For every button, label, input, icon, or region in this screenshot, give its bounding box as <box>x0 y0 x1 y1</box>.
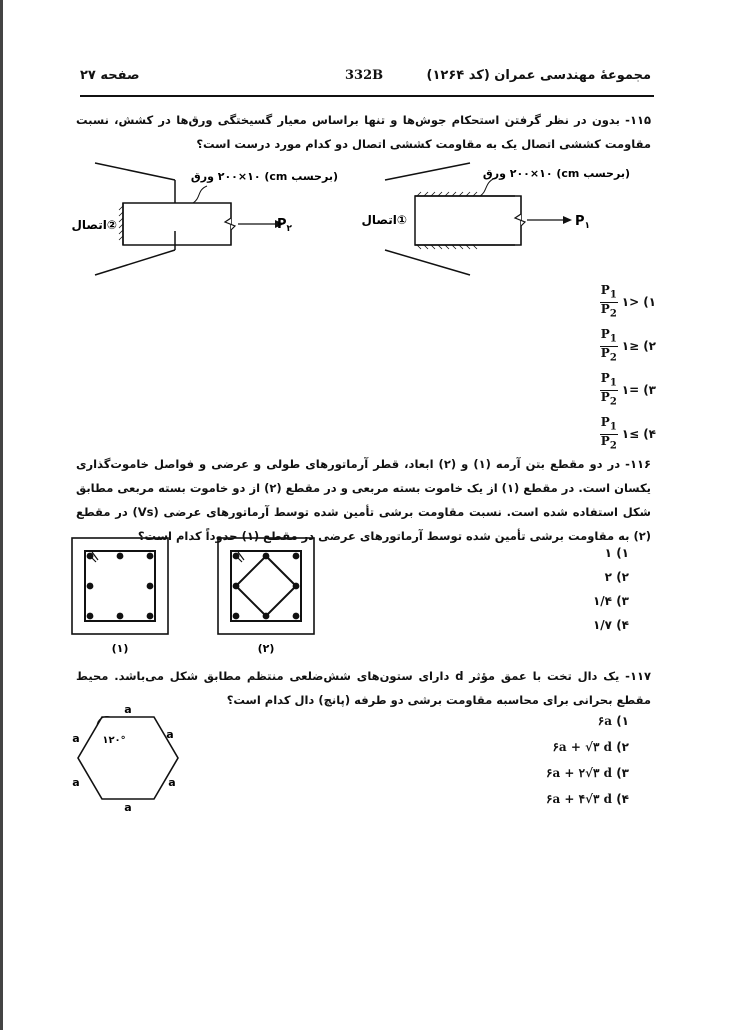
option-number: ۱) <box>643 295 656 309</box>
q115-option-2[interactable] <box>576 324 656 368</box>
question-text: بدون در نظر گرفتن استحکام جوش‌ها و تنها براساس معیار گسیختگی ورق‌ها در کشش، نسبت مقاومت کششی اتصال یک به مقاومت کششی اتصال دو کدام مورد درست است؟ <box>76 113 651 151</box>
q115-options <box>576 280 656 456</box>
hexagon-figure <box>70 702 190 814</box>
ratio-fraction: $\frac{P_1}{P_2}$ <box>600 371 617 407</box>
question-number: ۱۱۵- <box>625 113 651 127</box>
question-number: ۱۱۶- <box>625 457 651 471</box>
question-text: در دو مقطع بتن آرمه (۱) و (۲) ابعاد، قطر آرماتورهای طولی و عرضی و فواصل خاموت‌گذاری یکسان است. در مقطع (۱) از یک خاموت بسته مربعی و در مقطع (۲) از دو خاموت بسته مربعی مطابق شکل استفاده شده است. نسبت مقاومت برشی تأمین شده توسط آرماتورهای عرضی (Vs) در مقطع (۲) به مقاومت برشی تأمین شده توسط آرماتورهای عرضی در مقطع (۱) حدوداً کدام است؟ <box>76 457 651 543</box>
q115-option-4[interactable] <box>576 412 656 456</box>
q117-option-3[interactable]: ۳) ۶a + ۲√۳ d <box>546 766 629 780</box>
option-number: ۳) <box>643 383 656 397</box>
option-number: ۴) <box>643 427 656 441</box>
ratio-fraction: $\frac{P_1}{P_2}$ <box>600 415 617 451</box>
side-label-lower-left: a <box>72 776 80 789</box>
header-page-number: صفحه ۲۷ <box>80 68 140 83</box>
figure-connections <box>71 158 655 283</box>
plate-label-right: (برحسب cm) ۲۰۰×۱۰ ورق <box>482 167 630 180</box>
page-left-border <box>0 0 3 1030</box>
q117-option-1[interactable]: ۱) ۶a <box>597 714 629 728</box>
header-title: مجموعهٔ مهندسی عمران (کد ۱۲۶۴) <box>426 68 651 83</box>
section-1-figure <box>72 538 168 634</box>
question-number: ۱۱۷- <box>625 669 651 683</box>
ratio-fraction: $\frac{P_1}{P_2}$ <box>600 327 617 363</box>
connection-2-label: اتصال② <box>71 218 117 232</box>
q116-option-3[interactable]: ۳) ۱/۴ <box>592 594 629 608</box>
option-number: ۲) <box>643 339 656 353</box>
option-relation: =۱ <box>621 383 640 397</box>
q116-option-2[interactable]: ۲) ۲ <box>604 570 629 584</box>
question-116 <box>76 452 651 548</box>
section-1-caption: (۱) <box>111 642 129 655</box>
side-label-bottom: a <box>124 801 132 814</box>
q117-option-4[interactable]: ۴) ۶a + ۴√۳ d <box>546 792 629 806</box>
option-relation: ≥۱ <box>621 427 640 441</box>
q116-options <box>569 546 629 642</box>
side-label-upper-left: a <box>72 732 80 745</box>
p2-label: $P_۲$ <box>277 217 293 234</box>
option-relation: <۱ <box>621 295 640 309</box>
q116-option-4[interactable]: ۴) ۱/۷ <box>592 618 629 632</box>
side-label-upper-right: a <box>166 728 174 741</box>
side-label-top: a <box>124 703 132 716</box>
section-2-figure <box>218 538 314 634</box>
option-relation: ≤۱ <box>621 339 640 353</box>
side-label-lower-right: a <box>168 776 176 789</box>
question-115 <box>76 108 651 156</box>
header-rule <box>80 95 654 97</box>
ratio-fraction: $\frac{P_1}{P_2}$ <box>600 283 617 319</box>
header-code: 332B <box>345 68 384 83</box>
section-2-caption: (۲) <box>257 642 275 655</box>
q115-option-3[interactable] <box>576 368 656 412</box>
question-text: یک دال تخت با عمق مؤثر d دارای ستون‌های شش‌ضلعی منتظم مطابق شکل می‌باشد. محیط مقطع بحرانی برای محاسبه مقاومت برشی دو طرفه (پانچ) دال کدام است؟ <box>76 669 651 707</box>
angle-label: ۱۲۰° <box>102 735 126 746</box>
q116-option-1[interactable]: ۱) ۱ <box>604 546 629 560</box>
q117-option-2[interactable]: ۲) ۶a + √۳ d <box>552 740 629 754</box>
plate-label-left: (برحسب cm) ۲۰۰×۱۰ ورق <box>190 170 338 183</box>
q115-option-1[interactable] <box>576 280 656 324</box>
connection-1-label: اتصال① <box>361 213 407 227</box>
q117-options <box>489 714 629 818</box>
figure-sections <box>70 536 330 658</box>
p1-label: $P_۱$ <box>575 214 591 231</box>
